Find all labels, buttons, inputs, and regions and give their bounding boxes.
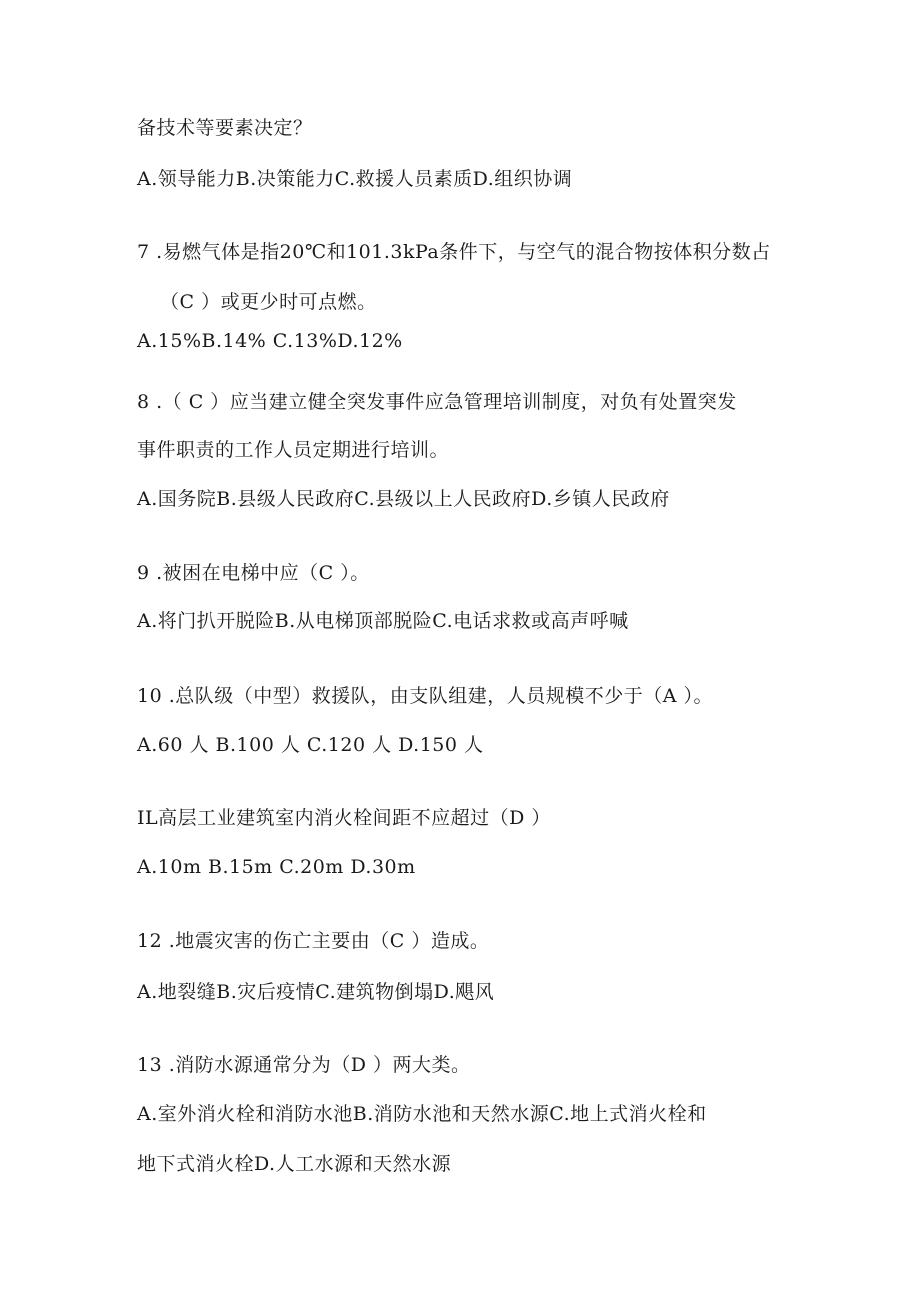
question-6-continuation: 备技术等要素决定？: [137, 117, 313, 139]
question-10-options: A.60 人 B.100 人 C.120 人 D.150 人: [137, 734, 484, 756]
question-13-options: A.室外消火栓和消防水池B.消防水池和天然水源C.地上式消火栓和: [137, 1103, 707, 1125]
question-13-text: 13 .消防水源通常分为（D ）两大类。: [137, 1054, 471, 1076]
question-7-text: 7 .易燃气体是指20℃和101.3kPa条件下，与空气的混合物按体积分数占: [137, 241, 771, 263]
question-7-options: A.15%B.14% C.13%D.12%: [137, 330, 403, 352]
question-6-options: A.领导能力B.决策能力C.救援人员素质D.组织协调: [137, 168, 573, 190]
question-9-options: A.将门扒开脱险B.从电梯顶部脱险C.电话求救或高声呼喊: [137, 610, 629, 632]
question-11-options: A.10m B.15m C.20m D.30m: [137, 856, 416, 878]
question-7-text-continued: （C ）或更少时可点燃。: [160, 291, 377, 313]
question-10-text: 10 .总队级（中型）救援队，由支队组建，人员规模不少于（A ）。: [137, 685, 714, 707]
question-11-text: IL高层工业建筑室内消火栓间距不应超过（D ）: [137, 807, 551, 829]
question-8-options: A.国务院B.县级人民政府C.县级以上人民政府D.乡镇人民政府: [137, 488, 670, 510]
question-8-text: 8 .（ C ）应当建立健全突发事件应急管理培训制度，对负有处置突发: [137, 391, 737, 413]
question-13-options-continued: 地下式消火栓D.人工水源和天然水源: [137, 1153, 452, 1175]
question-9-text: 9 .被困在电梯中应（C ）。: [137, 562, 370, 584]
question-8-text-continued: 事件职责的工作人员定期进行培训。: [137, 439, 450, 461]
question-12-text: 12 .地震灾害的伤亡主要由（C ）造成。: [137, 930, 490, 952]
question-12-options: A.地裂缝B.灾后疫情C.建筑物倒塌D.飓风: [137, 981, 495, 1003]
